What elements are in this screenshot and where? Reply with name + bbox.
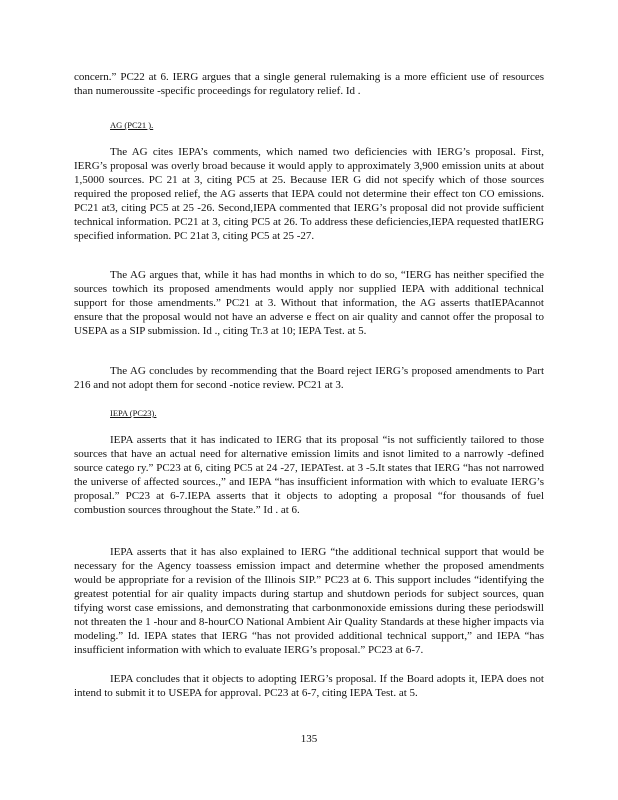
paragraph-7: IEPA concludes that it objects to adopting IERG’s proposal. If the Board adopts it, IEPA does not intend to submit it to USEPA for approval. PC23 at 6-7, citing IEPA Test. at 5. (74, 673, 544, 699)
paragraph-5: IEPA asserts that it has indicated to IERG that its proposal “is not sufficiently tailored to those sources that have an actual need for alternative emission limits and isnot limited to a narrowly -defined source catego ry.” PC23 at 6, citing PC5 at 24 -27, IEPATest. at 3 -5.It states that IERG “has not narrowed the universe of affected sources.,” and IEPA “has insufficient information with which to evaluate IERG’s proposal.” PC23 at 6-7.IEPA asserts that it objects to adopting a proposal “for thousands of fuel combustion sources throughout the State.” Id . at 6. (74, 434, 544, 516)
paragraph-3: The AG argues that, while it has had months in which to do so, “IERG has neither specified the sources towhich its proposed amendments would apply nor supplied IEPA with additional technical support for those amendments.” PC21 at 3. Without that information, the AG asserts thatIEPAcannot ensure that the proposal would not have an adverse e ffect on air quality and cannot offer the proposal to USEPA as a SIP submission. Id ., citing Tr.3 at 10; IEPA Test. at 5. (74, 269, 544, 337)
paragraph-2: The AG cites IEPA’s comments, which named two deficiencies with IERG’s proposal. First, IERG’s proposal was overly broad because it would apply to approximately 3,900 emission units at about 1,5000 sources. PC 21 at 3, citing PC5 at 25. Because IER G did not specify which of those sources required the proposed relief, the AG asserts that IEPA could not determine their effect ton CO emissions. PC21 at3, citing PC5 at 25 -26. Second,IEPA commented that IERG’s proposal did not provide sufficient technical information. PC21 at 3, citing PC5 at 26. To address these deficiencies,IEPA requested thatIERG specified information. PC 21at 3, citing PC5 at 25 -27. (74, 146, 544, 242)
paragraph-6: IEPA asserts that it has also explained to IERG “the additional technical support that would be necessary for the Agency toassess emission impact and determine whether the proposed amendments would be appropriate for a revision of the Illinois SIP.” PC23 at 6. This support includes “identifying the greatest potential for air quality impacts during startup and shutdown periods for subject sources, quan tifying worst case emissions, and demonstrating that carbonmonoxide emissions during these periodswill not threaten the 1 -hour and 8-hourCO National Ambient Air Quality Standards at these higher impacts via modeling.” Id. IEPA states that IERG “has not provided additional technical support,” and IEPA “has insufficient information with which to evaluate IERG’s proposal.” PC23 at 6-7. (74, 546, 544, 656)
section-heading-iepa: IEPA (PC23). (110, 408, 157, 418)
page-number: 135 (300, 733, 318, 745)
section-heading-ag: AG (PC21 ). (110, 120, 154, 130)
paragraph-4: The AG concludes by recommending that the Board reject IERG’s proposed amendments to Part 216 and not adopt them for second -notice review. PC21 at 3. (74, 365, 544, 391)
paragraph-1: concern.” PC22 at 6. IERG argues that a single general rulemaking is a more efficient use of resources than numeroussite -specific proceedings for regulatory relief. Id . (74, 71, 544, 97)
